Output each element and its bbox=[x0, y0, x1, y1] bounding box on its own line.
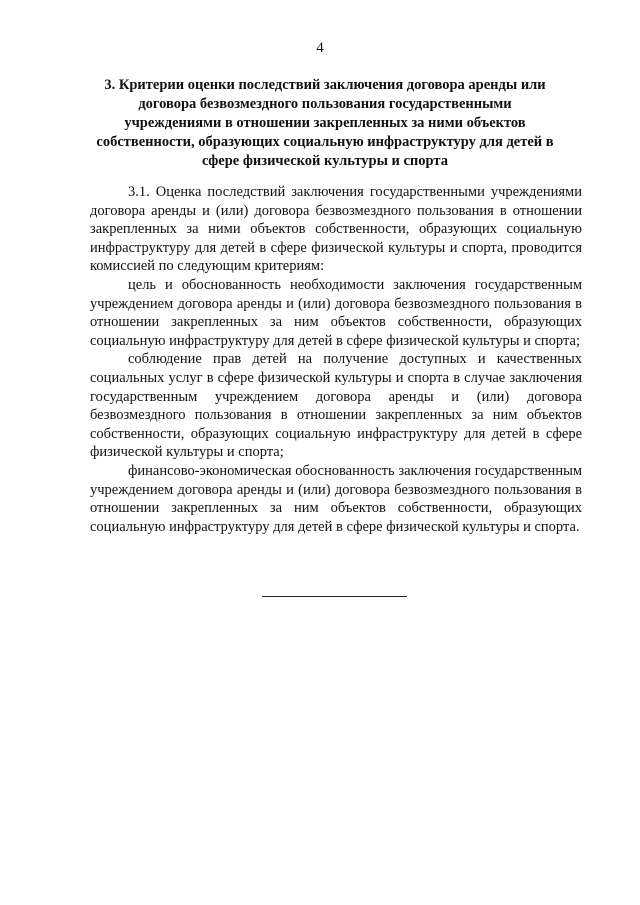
criterion-purpose: цель и обоснованность необходимости заключения государственным учреждением договора аренды и (или) договора безвозмездного пользования в отношении закрепленных за ним объектов собственности, образующих социальную инфраструктуру для детей в сфере физической культуры и спорта; bbox=[90, 276, 582, 349]
end-divider bbox=[262, 596, 407, 597]
section-body bbox=[90, 183, 582, 536]
page-number: 4 bbox=[316, 40, 324, 56]
section-heading: 3. Критерии оценки последствий заключения договора аренды или договора безвозмездного пользования государственными учреждениями в отношении закрепленных за ними объектов собственности, образующих социальную инфраструктуру для детей в сфере физической культуры и спорта bbox=[96, 77, 554, 169]
paragraph-3-1: 3.1. Оценка последствий заключения государственными учреждениями договора аренды и (или) договора безвозмездного пользования в отношении закрепленных за ними объектов собственности, образующих социальную инфраструктуру для детей в сфере физической культуры и спорта, проводится комиссией по следующим критериям: bbox=[90, 184, 582, 275]
criterion-financial: финансово-экономическая обоснованность заключения государственным учреждением договора аренды и (или) договора безвозмездного пользования в отношении закрепленных за ним объектов собственности, образующих социальную инфраструктуру для детей в сфере физической культуры и спорта. bbox=[90, 462, 582, 535]
criterion-children-rights: соблюдение прав детей на получение доступных и качественных социальных услуг в сфере физической культуры и спорта в случае заключения государственным учреждением договора аренды и (или) договора безвозмездного пользования в отношении закрепленных за ним объектов собственности, образующих социальную инфраструктуру для детей в сфере физической культуры и спорта; bbox=[90, 351, 582, 461]
